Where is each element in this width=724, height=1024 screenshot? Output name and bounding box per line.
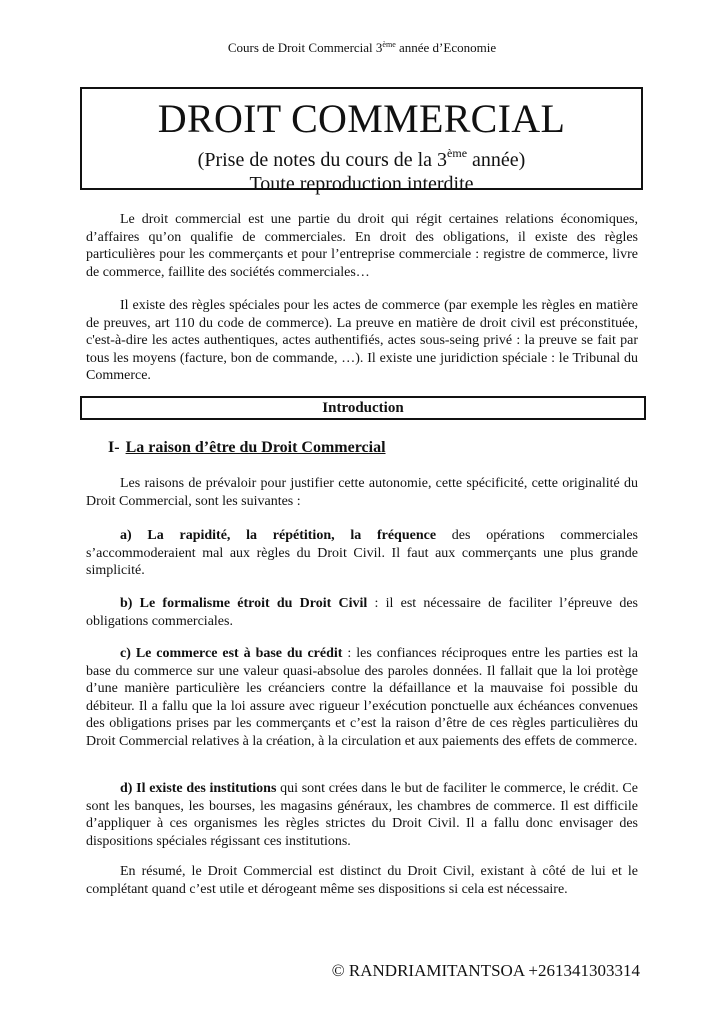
document-title: DROIT COMMERCIAL — [157, 96, 566, 141]
document-subtitle — [82, 141, 641, 172]
section-number: I- — [108, 439, 120, 456]
section-title: La raison d’être du Droit Commercial — [125, 439, 386, 456]
subtitle-text: (Prise de notes du cours de la 3 — [197, 149, 448, 171]
paragraph-special-rules: Il existe des règles spéciales pour les actes de commerce (par exemple les règles en matière de preuves, art 110 du code de commerce). La preuve en matière de droit civil est préconstituée, c'est-à-dire les actes authentiques, actes authentifiés, actes sous-seing privé : la preuve se fait par tous les moyens (facture, bon de commande, …). Il existe une juridiction spéciale : le Tribunal du Commerce. — [86, 298, 638, 383]
section-heading — [108, 439, 386, 457]
reason-text-d: qui sont crées dans le but de faciliter le commerce, le crédit. Ce sont les banques, les bourses, les magasins généraux, les chambres de commerce. Il est difficile d’appliquer à ces organismes les règles strictes du Droit Civil. Il a fallu donc envisager des dispositions spéciales régissant ces institutions. — [86, 781, 638, 849]
reason-label-c: c) Le commerce est à base du crédit — [120, 646, 343, 661]
reason-item-d — [86, 780, 638, 850]
reason-text-b: : il est nécessaire de faciliter l’épreuve des obligations commerciales. — [86, 596, 638, 629]
introduction-heading: Introduction — [80, 396, 646, 420]
running-header-text: Cours de Droit Commercial 3 — [227, 40, 383, 55]
reason-label-d: d) Il existe des institutions — [120, 781, 277, 796]
paragraph-definition: Le droit commercial est une partie du droit qui régit certaines relations économiques, d’affaires qu’on qualifie de commerciales. En droit des obligations, il existe des règles particulières pour les commerçants et pour l’entreprise commerciale : registre de commerce, livre de commerce, faillite des sociétés commerciales… — [86, 212, 638, 280]
reason-text-c: : les confiances réciproques entre les parties est la base du commerce sur une valeur quasi-absolue des paroles données. Il fallait que la loi protège d’une manière particulière les créanciers contre la défaillance et la mauvaise foi possible du débiteur. Il a fallu que la loi assure avec rigueur l’exécution ponctuelle aux échéances convenues des obligations prises par les commerçants et c’est la raison d’être de ces règles particulières du Droit Commercial relatives à la création, à la circulation et aux paiements des effets de commerce. — [86, 646, 638, 749]
reason-label-a: a) La rapidité, la répétition, la fréquence — [120, 528, 437, 543]
title-box — [80, 87, 643, 195]
conclusion-paragraph: En résumé, le Droit Commercial est distinct du Droit Civil, existant à côté de lui et le complétant quand c’est utile et dérogeant même ses dispositions si cela est nécessaire. — [86, 864, 638, 897]
running-header — [0, 40, 724, 56]
reason-item-c — [86, 645, 638, 750]
reason-text-a: des opérations commerciales s’accommoderaient mal aux règles du Droit Civil. Il faut aux commerçants une plus grande simplicité. — [86, 528, 638, 578]
running-header-text-end: année d’Economie — [395, 40, 497, 55]
reason-item-a — [86, 527, 638, 580]
subtitle-text-end: année) — [467, 149, 526, 171]
reason-item-b — [86, 595, 638, 630]
subtitle-superscript: ème — [447, 146, 468, 160]
reason-label-b: b) Le formalisme étroit du Droit Civil — [120, 596, 368, 611]
footer-copyright: © RANDRIAMITANTSOA +261341303314 — [331, 961, 640, 980]
reproduction-notice: Toute reproduction interdite — [249, 173, 474, 195]
running-header-superscript: ème — [382, 40, 396, 49]
section-intro-paragraph: Les raisons de prévaloir pour justifier cette autonomie, cette spécificité, cette originalité du Droit Commercial, sont les suivantes : — [86, 476, 638, 509]
